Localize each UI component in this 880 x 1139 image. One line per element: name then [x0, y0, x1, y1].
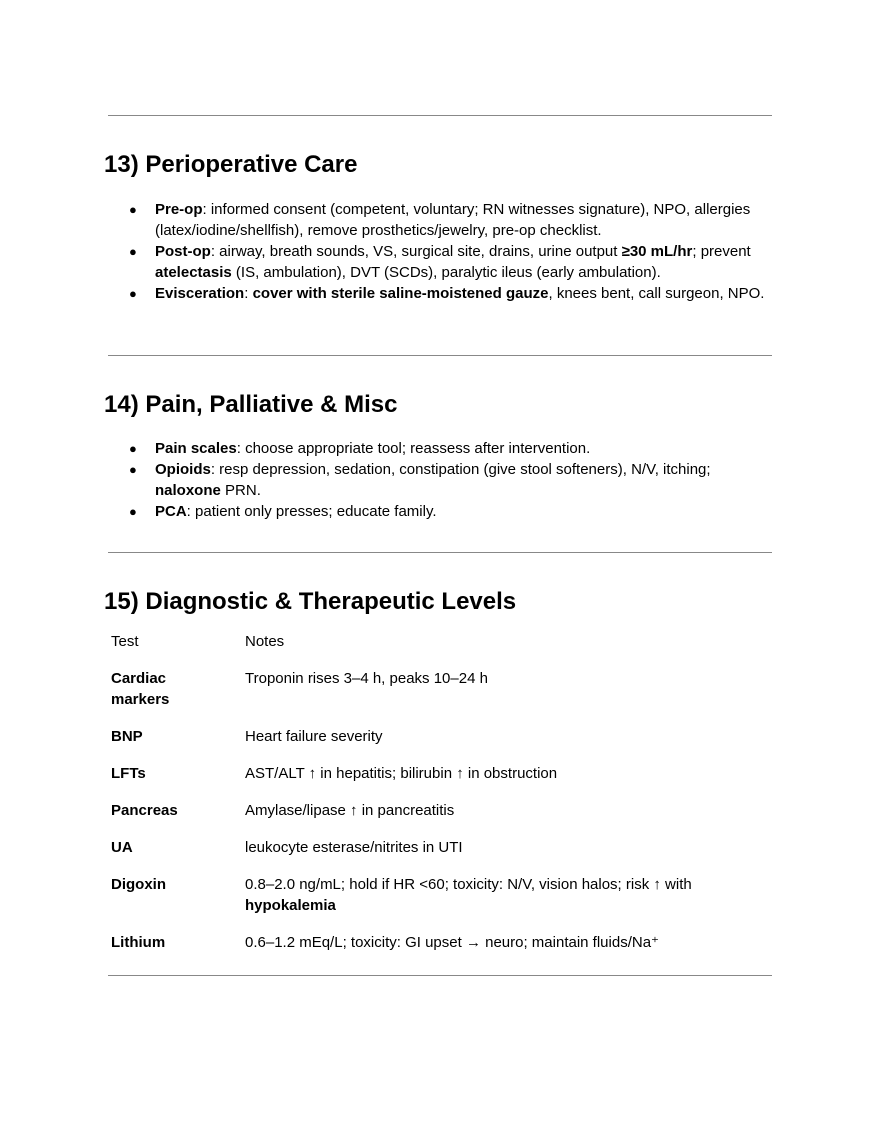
section-15-title: 15) Diagnostic & Therapeutic Levels: [104, 588, 517, 615]
table-cell-notes: Amylase/lipase ↑ in pancreatitis: [245, 802, 455, 819]
table-row: [111, 668, 751, 710]
list-item: ● Pain scales: choose appropriate tool; reassess after intervention.: [155, 438, 775, 459]
table-cell-test: LFTs: [111, 765, 146, 782]
list-item: ● PCA: patient only presses; educate family.: [155, 501, 775, 522]
section-14-title: 14) Pain, Palliative & Misc: [104, 391, 398, 418]
table-cell-test: Pancreas: [111, 802, 178, 819]
divider: [108, 115, 772, 116]
list-item: ● Evisceration: cover with sterile saline-moistened gauze, knees bent, call surgeon, NPO.: [155, 283, 775, 304]
table-row: [111, 932, 751, 953]
section-13-title: 13) Perioperative Care: [104, 151, 358, 178]
levels-table: [111, 631, 751, 969]
table-cell-test: Cardiac markers: [111, 670, 170, 708]
list-item: ● Pre-op: informed consent (competent, voluntary; RN witnesses signature), NPO, allergies (latex/iodine/shellfish), remove prosthetics/jewelry, pre-op checklist.: [155, 199, 775, 241]
table-row: [111, 837, 751, 858]
table-row: [111, 763, 751, 784]
table-cell-notes: 0.6–1.2 mEq/L; toxicity: GI upset → neuro; maintain fluids/Na⁺: [245, 934, 659, 951]
table-cell-notes: 0.8–2.0 ng/mL; hold if HR <60; toxicity: N/V, vision halos; risk ↑ with hypokalemia: [245, 876, 692, 914]
section-13-list: [155, 199, 775, 304]
column-header-notes: Notes: [245, 633, 285, 650]
table-cell-test: UA: [111, 839, 133, 856]
table-cell-notes: leukocyte esterase/nitrites in UTI: [245, 839, 463, 856]
table-header-row: [111, 631, 751, 652]
list-item: ● Opioids: resp depression, sedation, constipation (give stool softeners), N/V, itching; naloxone PRN.: [155, 459, 775, 501]
table-cell-test: Lithium: [111, 934, 166, 951]
table-cell-test: Digoxin: [111, 876, 166, 893]
table-cell-test: BNP: [111, 728, 143, 745]
table-row: [111, 726, 751, 747]
divider: [108, 975, 772, 976]
section-14-list: [155, 438, 775, 522]
table-row: [111, 874, 751, 916]
list-item: ● Post-op: airway, breath sounds, VS, surgical site, drains, urine output ≥30 mL/hr; prevent atelectasis (IS, ambulation), DVT (SCDs), paralytic ileus (early ambulation).: [155, 241, 775, 283]
table-cell-notes: Troponin rises 3–4 h, peaks 10–24 h: [245, 670, 488, 687]
table-cell-notes: Heart failure severity: [245, 728, 383, 745]
table-cell-notes: AST/ALT ↑ in hepatitis; bilirubin ↑ in obstruction: [245, 765, 558, 782]
column-header-test: Test: [111, 633, 139, 650]
divider: [108, 355, 772, 356]
table-row: [111, 800, 751, 821]
divider: [108, 552, 772, 553]
